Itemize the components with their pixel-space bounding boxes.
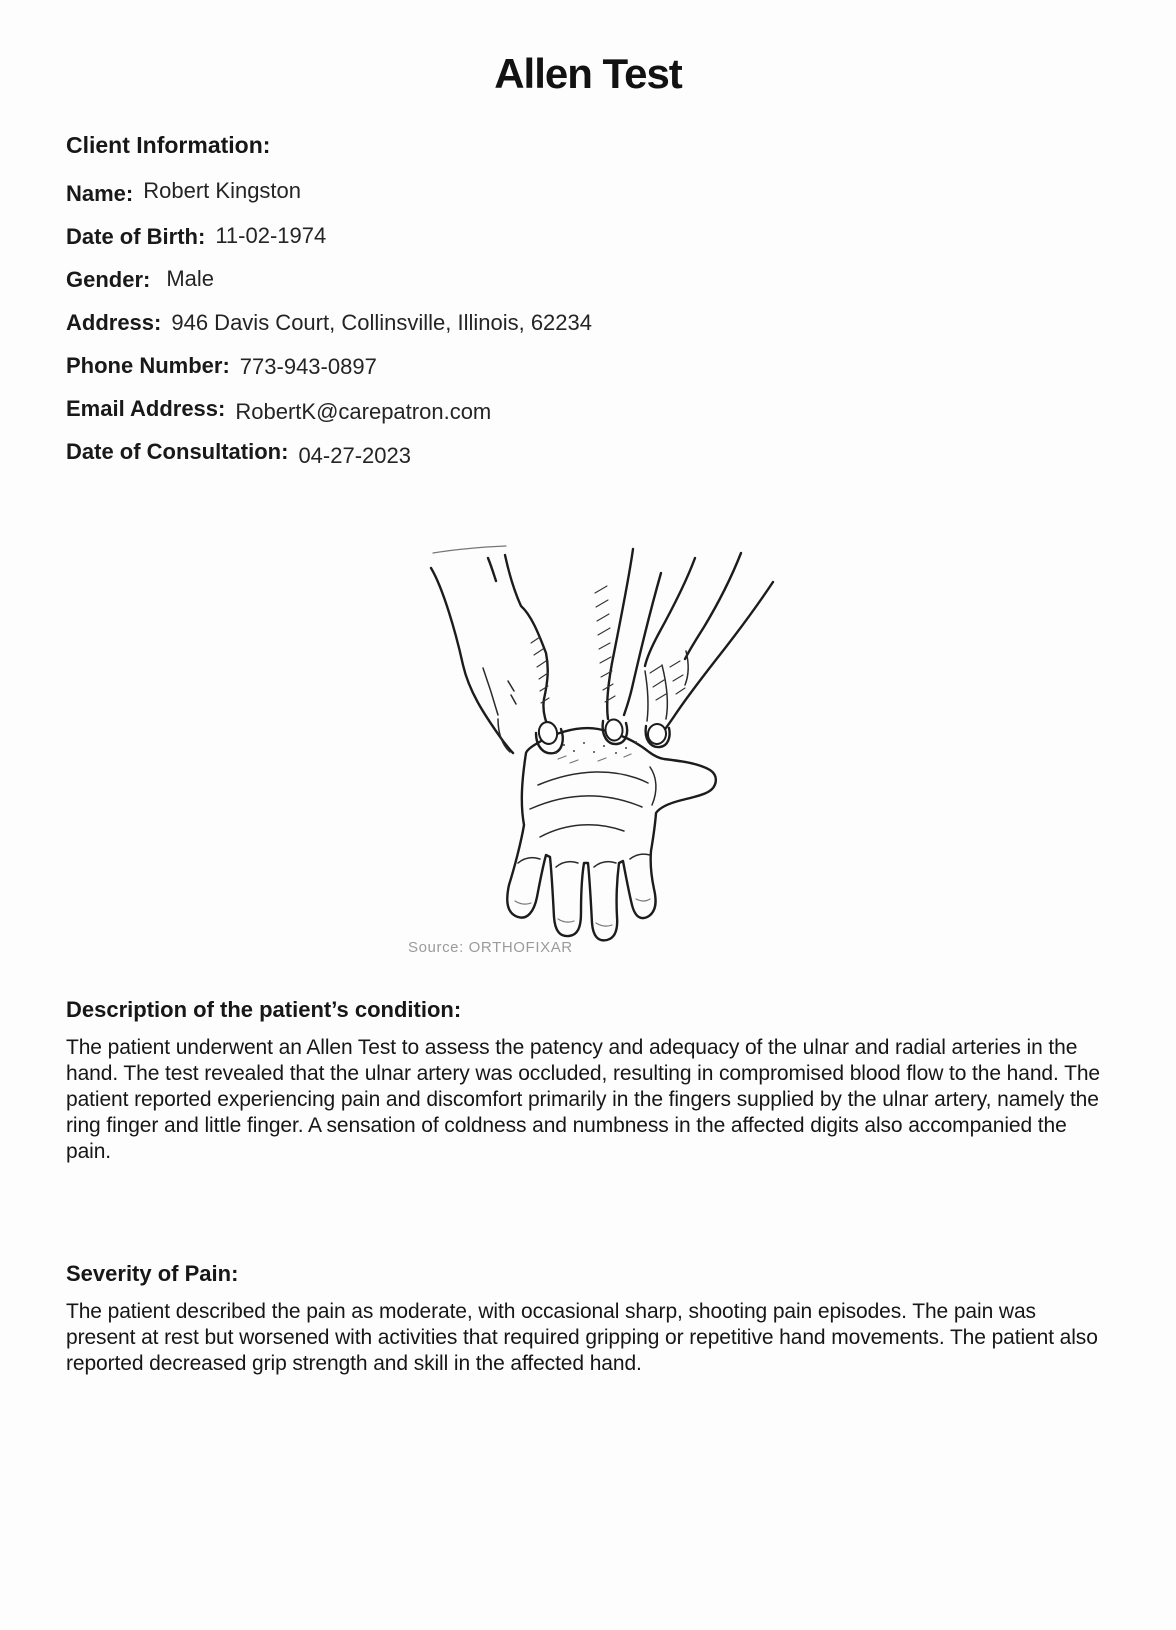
field-phone-value: 773-943-0897 <box>239 354 377 379</box>
field-name <box>66 178 1066 207</box>
pain-severity-section <box>66 1261 1110 1377</box>
client-info-section <box>66 132 1066 482</box>
field-dob-label: Date of Birth: <box>66 224 206 249</box>
field-email-value: RobertK@carepatron.com <box>235 399 492 424</box>
field-consultation-label: Date of Consultation: <box>66 439 289 464</box>
illustration-caption: Source: ORTHOFIXAR <box>408 939 573 956</box>
field-consultation <box>66 439 1066 468</box>
field-phone-label: Phone Number: <box>66 353 230 378</box>
field-name-value: Robert Kingston <box>143 178 302 203</box>
condition-description-section <box>66 997 1110 1165</box>
field-email <box>66 396 1066 422</box>
condition-description-body: The patient underwent an Allen Test to assess the patency and adequacy of the ulnar and radial arteries in the hand. The test revealed that the ulnar artery was occluded, resulting in compromised blood flow to the hand. The patient reported experiencing pain and discomfort primarily in the fingers supplied by the ulnar artery, namely the ring finger and little finger. A sensation of coldness and numbness in the affected digits also accompanied the pain. <box>66 1036 1100 1163</box>
client-info-heading: Client Information: <box>66 132 271 158</box>
field-address <box>66 310 1066 336</box>
allen-test-hands-illustration <box>398 533 788 945</box>
field-address-label: Address: <box>66 310 162 335</box>
field-email-label: Email Address: <box>66 396 226 421</box>
shading-texture <box>555 741 637 754</box>
field-name-label: Name: <box>66 181 134 206</box>
pain-severity-heading: Severity of Pain: <box>66 1261 239 1286</box>
page-title: Allen Test <box>494 50 682 97</box>
allen-test-figure <box>398 533 788 963</box>
pain-severity-body: The patient described the pain as moderate, with occasional sharp, shooting pain episodes. The pain was present at rest but worsened with activities that required gripping or repetitive hand movements. The patient also reported decreased grip strength and skill in the affected hand. <box>66 1300 1098 1375</box>
field-consultation-value: 04-27-2023 <box>298 443 411 468</box>
field-phone <box>66 353 1066 379</box>
field-dob <box>66 224 1066 250</box>
field-address-value: 946 Davis Court, Collinsville, Illinois, 62234 <box>171 310 593 335</box>
field-gender-label: Gender: <box>66 267 151 292</box>
condition-description-heading: Description of the patient’s condition: <box>66 997 462 1022</box>
field-gender <box>66 267 1066 293</box>
field-dob-value: 11-02-1974 <box>215 223 327 248</box>
field-gender-value: Male <box>166 266 215 291</box>
